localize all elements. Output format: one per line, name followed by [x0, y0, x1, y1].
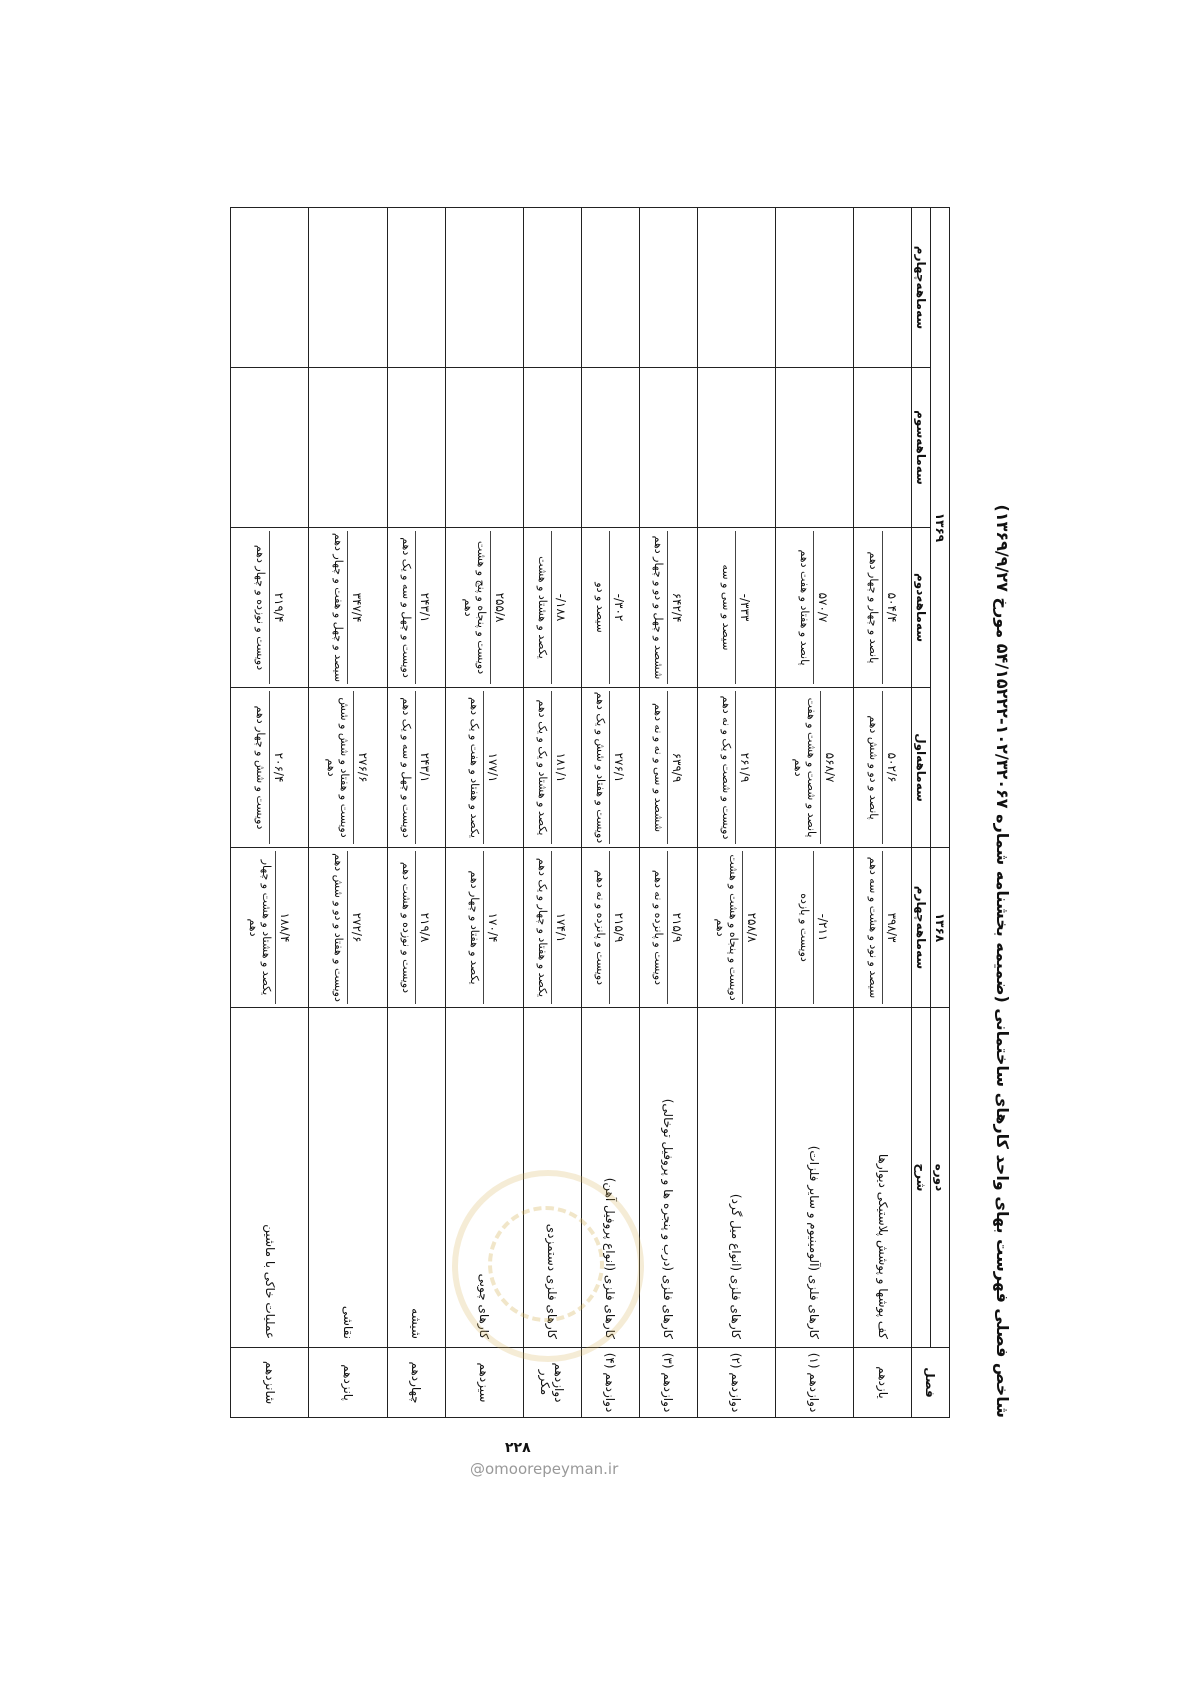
cell-sharh: شیشه: [387, 1008, 445, 1348]
value-number: ۲۷۲/۶: [349, 912, 364, 943]
cell-q1: [854, 688, 912, 848]
cell-q4-1368: [639, 848, 697, 1008]
cell-fasl: سیزدهم: [445, 1348, 523, 1418]
value-words: یکصد و هشتاد و هشت و چهار دهم: [247, 851, 276, 1004]
header-q3: سه‌ماهه‌سوم: [912, 368, 931, 528]
cell-q4: [523, 207, 581, 367]
cell-fasl: یازدهم: [854, 1348, 912, 1418]
table-row: [639, 207, 697, 1417]
cell-q4: [854, 207, 912, 367]
cell-q4: [581, 207, 639, 367]
cell-fasl: دوازدهم (۲): [697, 1348, 775, 1418]
header-fasl: فصل: [912, 1348, 950, 1418]
value-number: ۲۱۵/۹: [670, 912, 685, 943]
document-title: شاخص فصلی فهرست بهای واحد کارهای ساختمانی (ضمیمه بخشنامه شماره ۱۰۲/۳۲۰۶۷-۵۴/۱۵۲۲۲ مورخ ۱۳۶۹/۹/۲۷): [993, 504, 1012, 1418]
value-words: دویست و چهل و سه و یک دهم: [400, 691, 416, 844]
cell-q2: [445, 528, 523, 688]
value-number: ۲۱۱/-: [816, 913, 831, 942]
value-words: دویست و هفتاد و شش و یک دهم: [594, 691, 610, 844]
value-words: دویست و نوزده و چهار دهم: [254, 531, 270, 684]
cell-q4-1368: [309, 848, 387, 1008]
value-number: ۲۱۹/۸: [418, 912, 433, 943]
cell-q3: [309, 368, 387, 528]
header-doreh: دوره: [931, 1008, 950, 1348]
value-number: ۲۱۹/۴: [271, 592, 286, 623]
value-number: ۳۹۸/۳: [884, 912, 899, 943]
table-row: [387, 207, 445, 1417]
value-number: ۳۳۳/-: [738, 593, 753, 622]
cell-q3: [523, 368, 581, 528]
cell-q2: [697, 528, 775, 688]
value-number: ۲۵۸/۸: [744, 912, 759, 943]
cell-q3: [697, 368, 775, 528]
cell-q4-1368: [231, 848, 309, 1008]
header-year-1369: ۱۳۶۹: [931, 207, 950, 847]
value-words: سیصد و نود و هشت و سه دهم: [867, 851, 883, 1004]
cell-q2: [775, 528, 853, 688]
value-words: دویست و پنجاه و پنج و هشت دهم: [462, 531, 491, 684]
cell-q4-1368: [775, 848, 853, 1008]
cell-q1: [581, 688, 639, 848]
cell-q4-1368: [445, 848, 523, 1008]
cell-q3: [387, 368, 445, 528]
header-year-1368: ۱۳۶۸: [931, 848, 950, 1008]
cell-q3: [639, 368, 697, 528]
value-words: سیصد و چهل و هفت و چهار دهم: [332, 531, 348, 684]
value-number: ۱۷۷/۱: [486, 752, 501, 783]
value-number: ۵۰۲/۶: [884, 752, 899, 783]
cell-sharh: کارهای فلزی (آلومینیوم و سایر فلزات): [775, 1008, 853, 1348]
value-number: ۲۷۶/۶: [356, 752, 371, 783]
value-number: ۱۸۸/-: [554, 593, 569, 622]
cell-sharh: نقاشی: [309, 1008, 387, 1348]
value-words: دویست و هفتاد و دو و شش دهم: [332, 851, 348, 1004]
cell-q4: [697, 207, 775, 367]
value-words: یکصد و هفتاد و چهار دهم: [468, 851, 484, 1004]
value-words: دویست و نوزده و هشت دهم: [400, 851, 416, 1004]
cell-q1: [639, 688, 697, 848]
value-number: ۱۸۱/۱: [554, 752, 569, 783]
value-number: ۶۳۹/۹: [670, 752, 685, 783]
cell-sharh: عملیات خاکی با ماشین: [231, 1008, 309, 1348]
table-row: [775, 207, 853, 1417]
cell-q2: [231, 528, 309, 688]
value-number: ۱۷۰/۴: [486, 912, 501, 943]
value-words: پانصد و شصت و هشت و هفت دهم: [792, 691, 821, 844]
value-number: ۳۰۲/-: [612, 593, 627, 622]
cell-fasl: دوازدهم (۱): [775, 1348, 853, 1418]
cell-q2: [854, 528, 912, 688]
cell-q4-1368: [697, 848, 775, 1008]
value-words: پانصد و هفتاد و هفت دهم: [798, 531, 814, 684]
cell-q1: [309, 688, 387, 848]
cell-q1: [775, 688, 853, 848]
table-row: [231, 207, 309, 1417]
cell-q3: [445, 368, 523, 528]
cell-q4: [775, 207, 853, 367]
value-words: دویست و شش و چهار دهم: [254, 691, 270, 844]
cell-fasl: دوازدهم (۴): [581, 1348, 639, 1418]
cell-q4: [639, 207, 697, 367]
cell-q3: [854, 368, 912, 528]
value-words: پانصد و دو و شش دهم: [867, 691, 883, 844]
cell-sharh: کف پوشها و پوشش پلاستیکی دیوارها: [854, 1008, 912, 1348]
watermark-url: @omoorepeyman.ir: [470, 1460, 619, 1478]
value-words: دویست و پانزده و نه دهم: [652, 851, 668, 1004]
cell-fasl: دوازدهم مکرر: [523, 1348, 581, 1418]
cell-q1: [231, 688, 309, 848]
value-words: دویست و پنجاه و هشت و هشت دهم: [714, 851, 743, 1004]
cell-sharh: کارهای فلزی (انواع پروفیل آهن): [581, 1008, 639, 1348]
value-words: سیصد و دو: [594, 531, 610, 684]
cell-q2: [523, 528, 581, 688]
cell-q4: [387, 207, 445, 367]
cell-q1: [387, 688, 445, 848]
value-words: دویست و یازده: [798, 851, 814, 1004]
header-q4-1368: سه‌ماهه‌چهارم: [912, 848, 931, 1008]
value-number: ۲۱۵/۹: [612, 912, 627, 943]
table-row: [309, 207, 387, 1417]
cell-fasl: پانزدهم: [309, 1348, 387, 1418]
cell-q4-1368: [387, 848, 445, 1008]
cell-q3: [231, 368, 309, 528]
cell-q2: [309, 528, 387, 688]
value-words: دویست و پانزده و نه دهم: [594, 851, 610, 1004]
cell-sharh: کارهای فلزی دستمزدی: [523, 1008, 581, 1348]
value-words: دویست و شصت و یک و نه دهم: [720, 691, 736, 844]
value-words: یکصد و هفتاد و هفت و یک دهم: [468, 691, 484, 844]
value-number: ۵۰۴/۴: [884, 592, 899, 623]
cell-q4-1368: [523, 848, 581, 1008]
page-number: ۲۲۸: [505, 1440, 531, 1456]
cell-sharh: کارهای فلزی (انواع میل گرد): [697, 1008, 775, 1348]
header-q4: سه‌ماهه‌چهارم: [912, 207, 931, 367]
cell-q1: [523, 688, 581, 848]
value-number: ۶۴۲/۴: [670, 592, 685, 623]
cell-q1: [445, 688, 523, 848]
value-number: ۲۴۳/۱: [418, 752, 433, 783]
value-words: یکصد و هشتاد و یک و یک دهم: [536, 691, 552, 844]
cell-q2: [639, 528, 697, 688]
cell-fasl: چهاردهم: [387, 1348, 445, 1418]
value-number: ۲۵۵/۸: [492, 592, 507, 623]
cell-q4: [309, 207, 387, 367]
value-number: ۵۶۸/۷: [822, 752, 837, 783]
seal-watermark: [452, 1170, 644, 1362]
value-words: دویست و چهل و سه و یک دهم: [400, 531, 416, 684]
value-words: سیصد و سی و سه: [720, 531, 736, 684]
cell-sharh: کارهای فلزی (درب و پنجره ها و پروفیل توخالی): [639, 1008, 697, 1348]
value-words: پانصد و چهار و چهار دهم: [867, 531, 883, 684]
table-row: [854, 207, 912, 1417]
value-number: ۲۰۶/۴: [271, 752, 286, 783]
value-words: یکصد و هشتاد و هشت: [536, 531, 552, 684]
cell-q1: [697, 688, 775, 848]
cell-fasl: دوازدهم (۳): [639, 1348, 697, 1418]
value-number: ۲۶۱/۹: [738, 752, 753, 783]
cell-q4: [445, 207, 523, 367]
cell-q4-1368: [854, 848, 912, 1008]
cell-fasl: شانزدهم: [231, 1348, 309, 1418]
header-q2: سه‌ماهه‌دوم: [912, 528, 931, 688]
cell-q2: [387, 528, 445, 688]
cell-sharh: کارهای چوبی: [445, 1008, 523, 1348]
cell-q3: [581, 368, 639, 528]
header-sharh: شرح: [912, 1008, 931, 1348]
header-q1: سه‌ماهه‌اول: [912, 688, 931, 848]
value-number: ۵۷۰/۷: [816, 592, 831, 623]
value-words: ششصد و سی و نه و نه دهم: [652, 691, 668, 844]
cell-q4-1368: [581, 848, 639, 1008]
value-number: ۲۴۳/۱: [418, 592, 433, 623]
value-number: ۱۸۸/۴: [278, 912, 293, 943]
value-number: ۱۷۴/۱: [554, 912, 569, 943]
cell-q3: [775, 368, 853, 528]
cell-q4: [231, 207, 309, 367]
value-words: دویست و هفتاد و شش و شش دهم: [325, 691, 354, 844]
value-number: ۲۷۶/۱: [612, 752, 627, 783]
value-number: ۳۴۷/۴: [349, 592, 364, 623]
value-words: ششصد و چهل و دو و چهار دهم: [652, 531, 668, 684]
value-words: یکصد و هفتاد و چهار و یک دهم: [536, 851, 552, 1004]
cell-q2: [581, 528, 639, 688]
table-row: [697, 207, 775, 1417]
